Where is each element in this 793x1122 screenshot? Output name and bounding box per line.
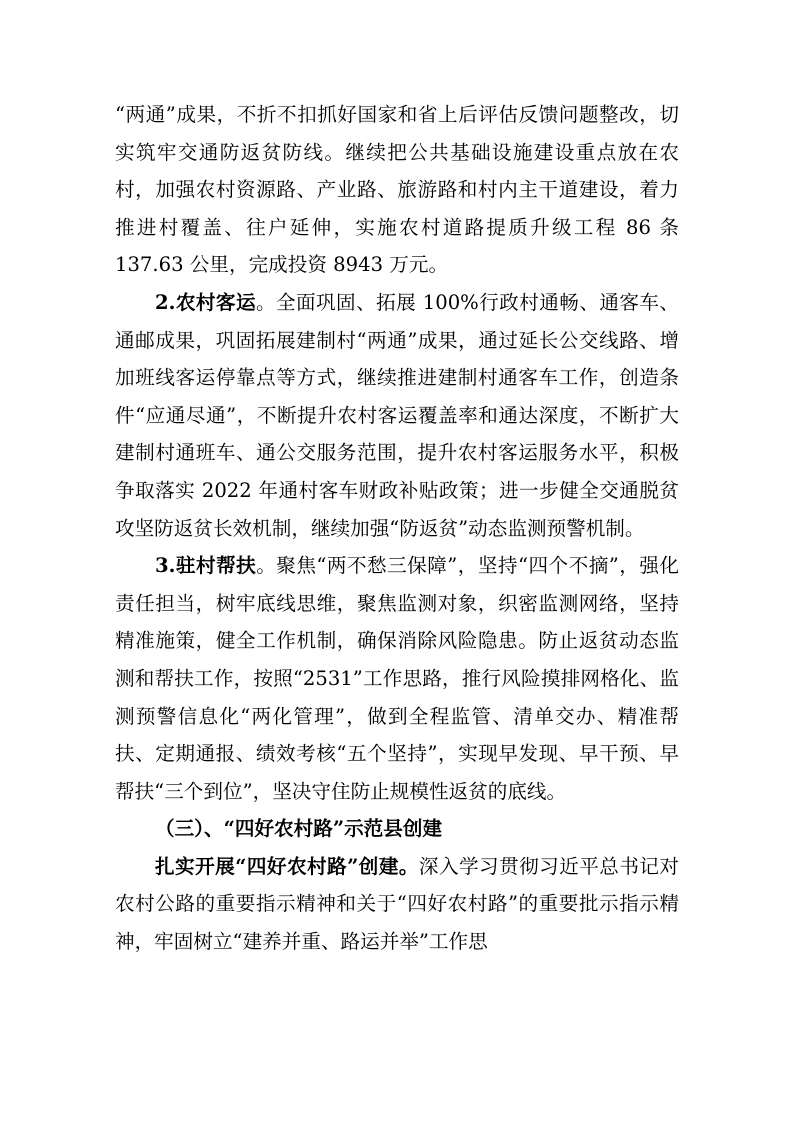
- section-heading: （三）、“四好农村路”示范县创建: [155, 817, 443, 841]
- paragraph-village-assistance: [115, 547, 679, 810]
- paragraph-text: 深入学习贯彻习近平总书记对农村公路的重要指示精神和关于“四好农村路”的重要批示指示精神，牢固树立“建养并重、路运并举”工作思: [115, 854, 679, 954]
- paragraph-rural-passenger-transport: [115, 284, 679, 547]
- paragraph-lead-heading: 扎实开展“四好农村路”创建。: [155, 854, 419, 878]
- paragraph-lead-heading: 3.驻村帮扶: [155, 554, 257, 578]
- paragraph-text: “两通”成果，不折不扣抓好国家和省上后评估反馈问题整改，切实筑牢交通防返贫防线。继续把公共基础设施建设重点放在农村，加强农村资源路、产业路、旅游路和村内主干道建设，着力推进村覆盖、往户延伸，实施农村道路提质升级工程 86 条 137.63 公里，完成投资 8943 万元。: [115, 103, 679, 277]
- paragraph-lead-heading: 2.农村客运: [155, 290, 256, 314]
- paragraph-text: 。全面巩固、拓展 100%行政村通畅、通客车、通邮成果，巩固拓展建制村“两通”成果，通过延长公交线路、增加班线客运停靠点等方式，继续推进建制村通客车工作，创造条件“应通尽通”，不断提升农村客运覆盖率和通达深度，不断扩大建制村通班车、通公交服务范围，提升农村客运服务水平，积极争取落实 2022 年通村客车财政补贴政策；进一步健全交通脱贫攻坚防返贫长效机制，继续加强“防返贫”动态监测预警机制。: [115, 290, 679, 540]
- paragraph-continuation: [115, 96, 679, 284]
- document-body: [115, 96, 679, 961]
- paragraph-text: 。聚焦“两不愁三保障”，坚持“四个不摘”，强化责任担当，树牢底线思维，聚焦监测对象，织密监测网络，坚持精准施策，健全工作机制，确保消除风险隐患。防止返贫动态监测和帮扶工作，按照“2531”工作思路，推行风险摸排网格化、监测预警信息化“两化管理”，做到全程监管、清单交办、精准帮扶、定期通报、绩效考核“五个坚持”，实现早发现、早干预、早帮扶“三个到位”，坚决守住防止规模性返贫的底线。: [115, 554, 679, 803]
- paragraph-four-good-roads: [115, 848, 679, 961]
